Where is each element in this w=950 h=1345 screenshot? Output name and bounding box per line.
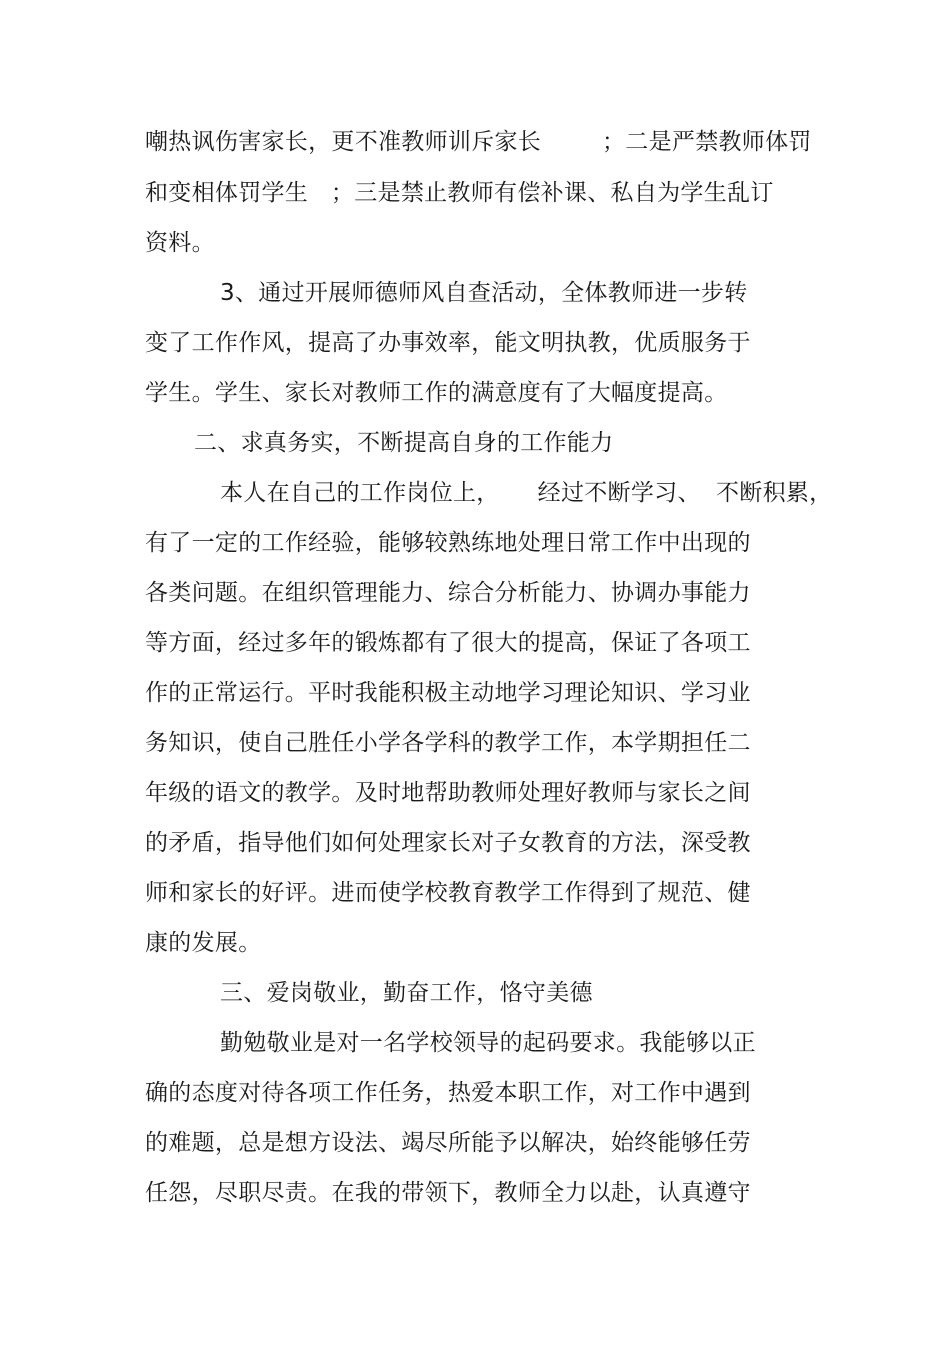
- text-line: 和变相体罚学生 ；三是禁止教师有偿补课、私自为学生乱订: [145, 180, 774, 206]
- text-line: 资料。: [145, 230, 215, 256]
- text-line: 勤勉敬业是对一名学校领导的起码要求。我能够以正: [220, 1030, 756, 1056]
- text-line: 作的正常运行。平时我能积极主动地学习理论知识、学习业: [145, 680, 751, 706]
- text-line: 务知识，使自己胜任小学各学科的教学工作，本学期担任二: [145, 730, 751, 756]
- text-line: 确的态度对待各项工作任务，热爱本职工作，对工作中遇到: [145, 1080, 751, 1106]
- text-line: 的矛盾，指导他们如何处理家长对子女教育的方法，深受教: [145, 830, 751, 856]
- text-line: 有了一定的工作经验，能够较熟练地处理日常工作中出现的: [145, 530, 751, 556]
- text-line: 等方面，经过多年的锻炼都有了很大的提高，保证了各项工: [145, 630, 751, 656]
- text-line: 康的发展。: [145, 930, 262, 956]
- text-line: 本人在自己的工作岗位上， 经过不断学习、 不断积累，: [220, 480, 833, 506]
- text-line: 年级的语文的教学。及时地帮助教师处理好教师与家长之间: [145, 780, 751, 806]
- section-heading: 二、求真务实，不断提高自身的工作能力: [194, 430, 614, 456]
- section-heading: 三、爱岗敬业，勤奋工作，恪守美德: [220, 980, 593, 1006]
- text-line: 的难题，总是想方设法、竭尽所能予以解决，始终能够任劳: [145, 1130, 751, 1156]
- text-line: 嘲热讽伤害家长，更不准教师训斥家长 ；二是严禁教师体罚: [145, 129, 812, 155]
- text-line: 学生。学生、家长对教师工作的满意度有了大幅度提高。: [145, 380, 728, 406]
- text-line: 师和家长的好评。进而使学校教育教学工作得到了规范、健: [145, 880, 751, 906]
- text-line: 各类问题。在组织管理能力、综合分析能力、协调办事能力: [145, 580, 751, 606]
- text-line: 变了工作作风，提高了办事效率，能文明执教，优质服务于: [145, 330, 751, 356]
- text-line: 3、通过开展师德师风自查活动，全体教师进一步转: [220, 280, 748, 306]
- text-line: 任怨，尽职尽责。在我的带领下，教师全力以赴，认真遵守: [145, 1180, 751, 1206]
